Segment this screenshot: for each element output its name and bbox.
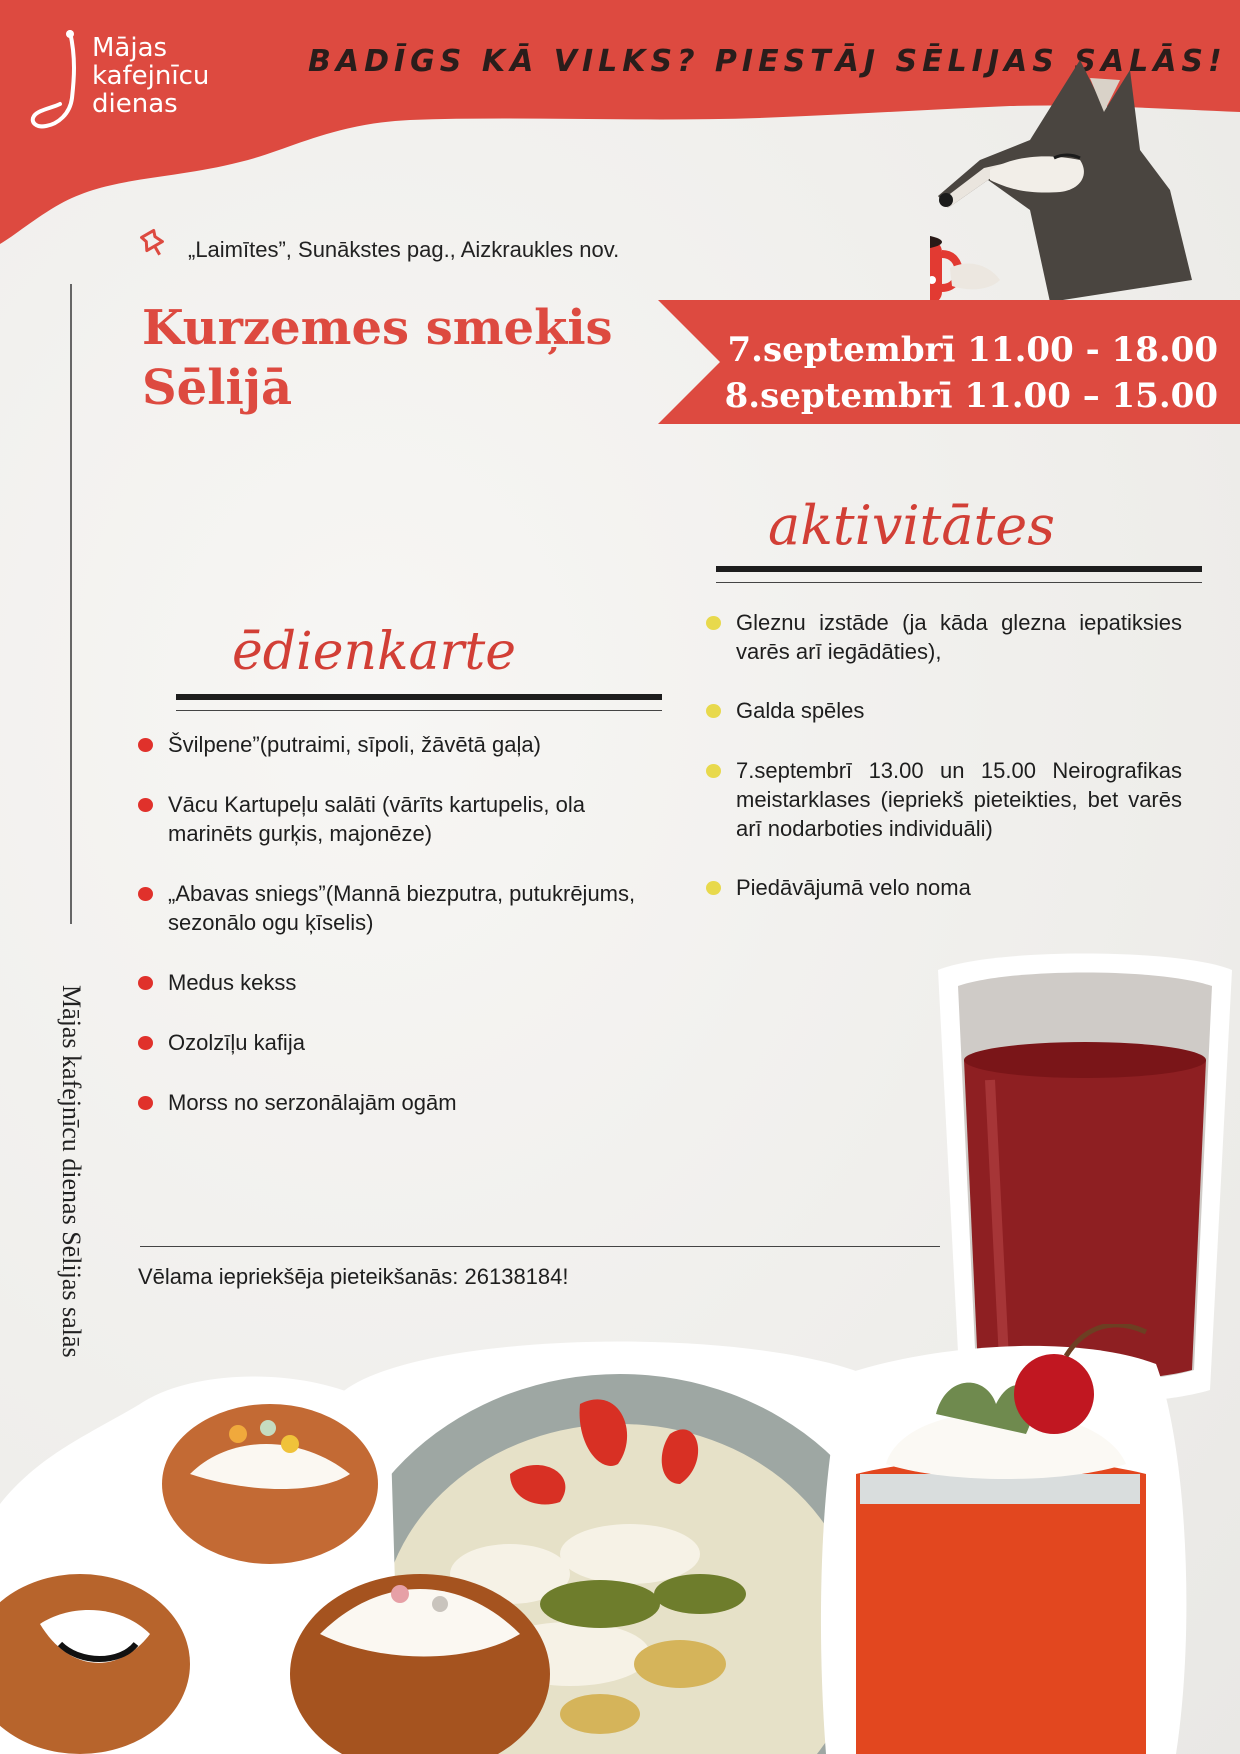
menu-item-text: Švilpene”(putraimi, sīpoli, žāvētā gaļa) xyxy=(168,732,541,757)
bullet-icon xyxy=(706,616,721,630)
bullet-icon xyxy=(706,881,721,895)
activities-rule-thin xyxy=(716,582,1202,583)
side-label: Mājas kafejnīcu dienas Sēlijas salās xyxy=(57,985,86,1358)
pin-icon xyxy=(140,228,168,258)
muffins-photo xyxy=(0,1374,580,1754)
list-item xyxy=(138,1028,658,1057)
reservation-note: Vēlama iepriekšēja pieteikšanās: 26138184! xyxy=(138,1264,569,1289)
menu-rule-thin xyxy=(176,710,662,711)
logo-line: Mājas xyxy=(92,33,168,63)
brand-logo-text xyxy=(92,34,209,118)
bullet-icon xyxy=(138,798,153,812)
list-item xyxy=(138,790,658,848)
event-title xyxy=(142,298,613,418)
list-item xyxy=(138,968,658,997)
list-item xyxy=(706,756,1182,843)
list-item xyxy=(706,696,1182,725)
date-line: 7.septembrī 11.00 - 18.00 xyxy=(727,330,1218,370)
menu-item-text: Medus kekss xyxy=(168,970,297,995)
semolina-dessert-jar-photo xyxy=(816,1324,1216,1754)
list-item xyxy=(706,873,1182,902)
activity-text: Piedāvājumā velo noma xyxy=(736,875,971,900)
list-item xyxy=(138,730,658,759)
list-item xyxy=(706,608,1182,666)
side-divider xyxy=(70,284,72,924)
activities-list xyxy=(706,608,1182,902)
list-item xyxy=(138,1088,658,1117)
wolf-with-cup-illustration xyxy=(930,40,1230,320)
activities-rule xyxy=(716,566,1202,572)
bullet-icon xyxy=(138,976,153,990)
date-line: 8.septembrī 11.00 – 15.00 xyxy=(724,376,1218,416)
logo-line: kafejnīcu xyxy=(92,61,210,91)
bullet-icon xyxy=(138,1096,153,1110)
menu-heading: ēdienkarte xyxy=(232,622,516,682)
menu-item-text: „Abavas sniegs”(Mannā biezputra, putukrējums, sezonālo ogu ķīselis) xyxy=(168,881,636,935)
bullet-icon xyxy=(138,1036,153,1050)
activity-text: Galda spēles xyxy=(736,698,865,723)
activity-text: 7.septembrī 13.00 un 15.00 Neirografikas meistarklases (iepriekš pieteikties, bet varēs arī nodarboties individuāli) xyxy=(736,758,1182,841)
menu-list xyxy=(138,730,658,1117)
title-line: Kurzemes smeķis xyxy=(142,300,613,356)
bullet-icon xyxy=(138,738,153,752)
activity-text: Gleznu izstāde (ja kāda glezna iepatiksies varēs arī iegādāties), xyxy=(736,610,1182,664)
bullet-icon xyxy=(706,764,721,778)
logo-line: dienas xyxy=(92,89,178,119)
footer-divider xyxy=(140,1246,940,1247)
bullet-icon xyxy=(706,704,721,718)
event-location: „Laimītes”, Sunākstes pag., Aizkraukles nov. xyxy=(188,237,620,262)
bullet-icon xyxy=(138,887,153,901)
menu-rule xyxy=(176,694,662,700)
list-item xyxy=(138,879,658,937)
menu-item-text: Ozolzīļu kafija xyxy=(168,1030,305,1055)
menu-item-text: Morss no serzonālajām ogām xyxy=(168,1090,457,1115)
header-slogan: BADĪGS KĀ VILKS? PIESTĀJ SĒLIJAS SALĀS! xyxy=(308,44,1227,79)
activities-heading: aktivitātes xyxy=(768,494,1055,557)
title-line: Sēlijā xyxy=(142,360,293,416)
menu-item-text: Vācu Kartupeļu salāti (vārīts kartupelis, ola marinēts gurķis, majonēze) xyxy=(168,792,585,846)
